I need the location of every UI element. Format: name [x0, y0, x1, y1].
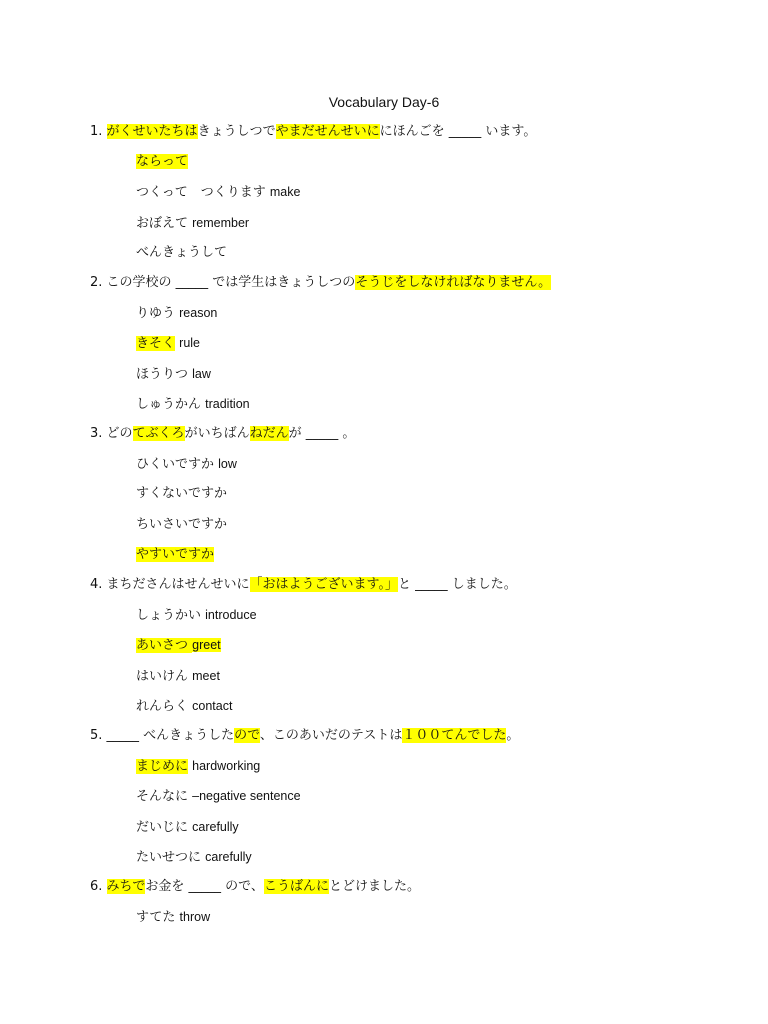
- text-segment: が _____ 。: [288, 426, 356, 441]
- answer-option: [136, 182, 300, 202]
- text-segment: がいちばん: [184, 426, 250, 441]
- highlighted-text: がくせいたちは: [106, 124, 198, 139]
- question-line: [90, 726, 519, 746]
- highlighted-text: やまだせんせいに: [275, 124, 380, 139]
- text-segment: 1.: [90, 124, 107, 139]
- text-segment: 6.: [90, 879, 107, 894]
- text-segment: しゅうかん: [136, 397, 206, 412]
- text-segment: –negative sentence: [192, 789, 301, 803]
- text-segment: すくないですか: [136, 486, 228, 501]
- highlighted-text: あいさつ: [136, 638, 193, 653]
- highlighted-text: そうじをしなければなりません。: [355, 275, 552, 290]
- text-segment: introduce: [205, 608, 257, 622]
- highlighted-text: やすいですか: [136, 547, 215, 562]
- text-segment: 3. どの: [90, 426, 133, 441]
- answer-option: [136, 454, 237, 474]
- highlighted-text: みちで: [106, 879, 146, 894]
- highlighted-text: まじめに: [136, 759, 189, 774]
- answer-option: [136, 152, 188, 172]
- answer-option: [136, 545, 214, 565]
- answer-option: [136, 333, 200, 353]
- question-line: [90, 877, 420, 897]
- text-segment: だいじに: [136, 820, 193, 835]
- answer-option: [136, 666, 220, 686]
- text-segment: たいせつに: [136, 850, 206, 865]
- text-segment: きょうしつで: [197, 124, 276, 139]
- question-line: [90, 575, 517, 595]
- text-segment: ほうりつ: [136, 367, 193, 382]
- text-segment: carefully: [192, 820, 239, 834]
- answer-option: [136, 364, 211, 384]
- text-segment: おぼえて: [136, 216, 193, 231]
- answer-option: [136, 243, 227, 263]
- text-segment: carefully: [205, 850, 252, 864]
- document-title: Vocabulary Day-6: [328, 94, 440, 110]
- highlighted-text: こうばんに: [263, 879, 329, 894]
- text-segment: remember: [192, 216, 250, 230]
- answer-option: [136, 515, 227, 535]
- highlighted-text: ねだん: [249, 426, 289, 441]
- answer-option: [136, 635, 221, 655]
- text-segment: 。: [506, 728, 520, 743]
- text-segment: 、このあいだのテストは: [259, 728, 403, 743]
- question-line: [90, 273, 551, 293]
- text-segment: そんなに: [136, 789, 193, 804]
- text-segment: 2. この学校の _____ では学生はきょうしつの: [90, 275, 356, 290]
- highlighted-text: ので: [234, 728, 260, 743]
- text-segment: とどけました。: [328, 879, 420, 894]
- text-segment: meet: [192, 669, 220, 683]
- highlighted-text: greet: [192, 638, 221, 652]
- highlighted-text: １００てんでした: [402, 728, 507, 743]
- text-segment: お金を _____ ので、: [145, 879, 264, 894]
- answer-option: [136, 817, 239, 837]
- text-segment: しょうかい: [136, 608, 206, 623]
- text-segment: reason: [179, 306, 218, 320]
- highlighted-text: きそく: [136, 336, 176, 351]
- highlighted-text: 「おはようございます。」: [249, 577, 399, 592]
- text-segment: はいけん: [136, 669, 193, 684]
- question-line: [90, 424, 355, 444]
- answer-option: [136, 303, 217, 323]
- answer-option: [136, 756, 260, 776]
- text-segment: れんらく: [136, 699, 193, 714]
- answer-option: [136, 605, 257, 625]
- text-segment: tradition: [205, 397, 250, 411]
- answer-option: [136, 696, 232, 716]
- text-segment: throw: [179, 910, 211, 924]
- text-segment: 4. まちださんはせんせいに: [90, 577, 250, 592]
- text-segment: law: [192, 367, 211, 381]
- text-segment: rule: [179, 336, 200, 350]
- answer-option: [136, 394, 250, 414]
- text-segment: low: [218, 457, 237, 471]
- text-segment: make: [269, 185, 301, 199]
- text-segment: りゆう: [136, 306, 180, 321]
- text-segment: 5. _____ べんきょうした: [90, 728, 235, 743]
- text-segment: にほんごを _____ います。: [379, 124, 537, 139]
- answer-option: [136, 786, 301, 806]
- answer-option: [136, 847, 252, 867]
- question-line: [90, 122, 536, 142]
- text-segment: べんきょうして: [136, 245, 228, 260]
- text-segment: と _____ しました。: [398, 577, 517, 592]
- text-segment: hardworking: [192, 759, 261, 773]
- answer-option: [136, 484, 227, 504]
- text-segment: contact: [192, 699, 233, 713]
- text-segment: つくって つくります: [136, 185, 270, 200]
- answer-option: [136, 213, 249, 233]
- text-segment: すてた: [136, 910, 180, 925]
- text-segment: ひくいですか: [136, 457, 219, 472]
- highlighted-text: てぶくろ: [132, 426, 185, 441]
- answer-option: [136, 907, 210, 927]
- text-segment: ちいさいですか: [136, 517, 228, 532]
- highlighted-text: ならって: [136, 154, 189, 169]
